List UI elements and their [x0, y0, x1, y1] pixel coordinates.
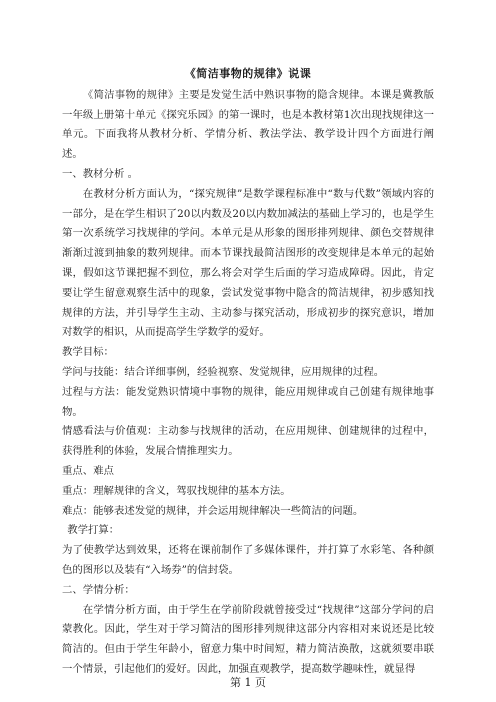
- paragraph-student-analysis: 在学情分析方面，由于学生在学前阶段就曾接受过“找规律”这部分学问的启蒙教化。因此，学生对于学习简洁的图形排列规律这部分内容相对来说还是比较简洁的。但由于学生年龄小，留意力集中时间短，精力简洁涣散，这就须要串联一个情景，引起他们的爱好。因此，加强直观教学，提高数学趣味性，就显得: [62, 603, 434, 675]
- heading-teaching-preparation: 教学打算：: [67, 524, 120, 537]
- paragraph-emotion-values: 情感看法与价值观：主动参与找规律的活动，在应用规律、创建规律的过程中，获得胜利的体验，发展合情推理实力。: [62, 425, 434, 458]
- heading-student-analysis: 二、学情分析：: [62, 583, 135, 596]
- heading-key-difficult-points: 重点、难点: [62, 464, 114, 477]
- paragraph-process-methods: 过程与方法：能发觉熟识情境中事物的规律，能应用规律或自己创建有规律地事物。: [62, 385, 434, 418]
- paragraph-teaching-preparation: 为了使教学达到效果，还将在课前制作了多媒体课件，并打算了水彩笔、各种颜色的图形以及装有“入场券”的信封袋。: [62, 544, 434, 576]
- document-body: [62, 64, 434, 680]
- heading-teaching-goals: 教学目标：: [62, 346, 114, 359]
- paragraph-knowledge-skills: 学问与技能：结合详细事例，经验视察、发觉规律，应用规律的过程。: [62, 365, 385, 378]
- heading-textbook-analysis: 一、教材分析 。: [62, 167, 139, 180]
- document-title: 《简洁事物的规律》说课: [184, 67, 312, 80]
- paragraph-key-point: 重点：理解规律的含义，驾驭找规律的基本方法。: [62, 484, 291, 497]
- paragraph-difficult-point: 难点：能够表述发觉的规律，并会运用规律解决一些简洁的问题。: [62, 504, 364, 517]
- paragraph-intro: 《简洁事物的规律》主要是发觉生活中熟识事物的隐含规律。本课是冀教版一年级上册第十单元《探究乐园》的第一课时，也是本教材第1次出现找规律这一单元。下面我将从教材分析、学情分析、教法学法、教学设计四个方面进行阐述。: [62, 88, 434, 161]
- page-number: 第 1 页: [230, 676, 266, 689]
- paragraph-textbook-analysis: 在教材分析方面认为，“探究规律”是数学课程标准中“数与代数”领域内容的一部分，是在学生相识了20以内数及20以内数加减法的基础上学习的，也是学生第一次系统学习找规律的学问。本单元是从形象的图形排列规律、颜色交替规律渐渐过渡到抽象的数列规律。而本节课找最简洁图形的改变规律是本单元的起始课，假如这节课把握不到位，那么将会对学生后面的学习造成障碍。因此，肯定要让学生留意观察生活中的现象，尝试发觉事物中隐含的简洁规律，初步感知找规律的方法，并引导学生主动、主动参与探究活动，形成初步的探究意识，增加对数学的相识，从而提高学生学数学的爱好。: [62, 187, 434, 339]
